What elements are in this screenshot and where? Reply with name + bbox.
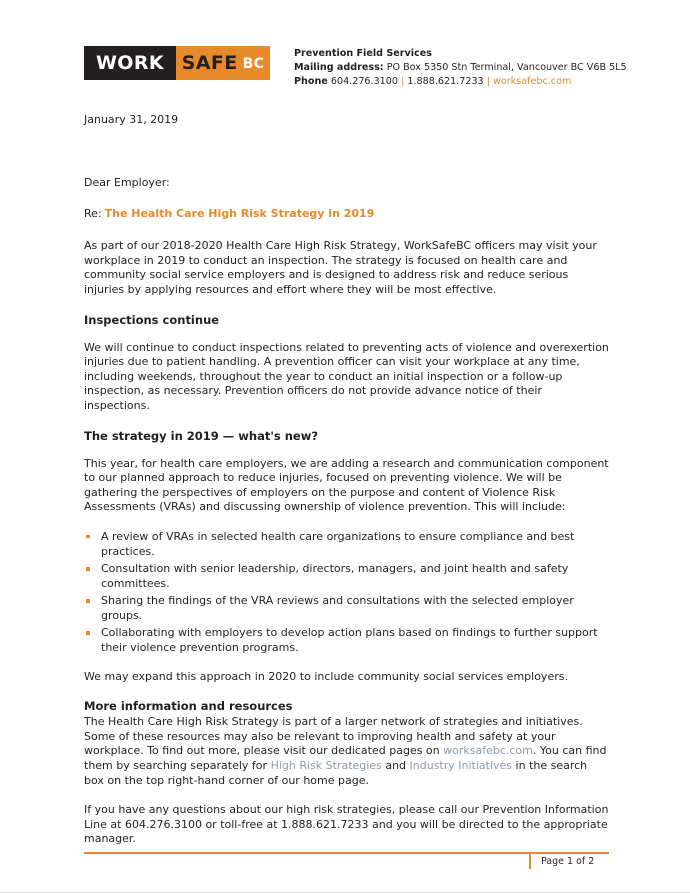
letter-body	[84, 176, 609, 862]
website-link[interactable]: worksafebc.com	[493, 75, 572, 87]
worksafebc-logo	[84, 46, 270, 80]
page-footer	[84, 852, 609, 876]
phone-separator-2: |	[486, 75, 490, 87]
mailing-address-line	[294, 61, 627, 75]
resources-link-high-risk-strategies[interactable]: High Risk Strategies	[270, 759, 382, 773]
resources-text-2: . You can find them by searching separately for	[84, 744, 607, 773]
department-name	[294, 47, 627, 61]
section-body-strategy-2019: This year, for health care employers, we are adding a research and communication component to our planned approach to reduce injuries, focused on preventing violence. We will be gathering the perspectives of employers on the purpose and content of Violence Risk Assessments (VRAs) and discussing ownership of violence prevention. This will include:	[84, 456, 609, 514]
list-item	[84, 594, 609, 623]
letter-date: January 31, 2019	[84, 113, 179, 126]
logo-word-bc: BC	[242, 56, 265, 72]
phone-separator-1: |	[401, 75, 405, 87]
list-item	[84, 562, 609, 591]
list-item-text: Collaborating with employers to develop action plans based on findings to further support their violence prevention programs.	[101, 626, 598, 655]
section-heading-strategy-2019: The strategy in 2019 — what's new?	[84, 428, 319, 443]
phone-primary: 604.276.3100	[330, 75, 398, 87]
list-item-text: Consultation with senior leadership, directors, managers, and joint health and safety committees.	[101, 562, 569, 590]
logo-word-safe: SAFE	[181, 52, 238, 74]
list-item-text: A review of VRAs in selected health care organizations to ensure compliance and best practices.	[101, 529, 575, 558]
strategy-bullet-list	[84, 530, 609, 656]
contact-block	[294, 46, 627, 88]
list-item-text: Sharing the findings of the VRA reviews and consultations with the selected employer groups.	[101, 594, 574, 622]
intro-paragraph: As part of our 2018-2020 Health Care High Risk Strategy, WorkSafeBC officers may visit your workplace in 2019 to conduct an inspection. The strategy is focused on health care and community social service employers and is designed to address risk and reduce serious injuries by applying resources and effort where they will be most effective.	[84, 239, 597, 296]
list-item	[84, 530, 609, 559]
closing-paragraph: If you have any questions about our high risk strategies, please call our Prevention Information Line at 604.276.3100 or toll-free at 1.888.621.7233 and you will be directed to the appropriate manager.	[84, 803, 609, 846]
letterhead	[84, 46, 627, 88]
bullet-square-icon	[86, 631, 90, 635]
logo-word-safebc	[176, 46, 270, 80]
footer-tick-mark	[529, 854, 531, 869]
salutation: Dear Employer:	[84, 176, 170, 189]
re-label: Re:	[84, 206, 102, 220]
resources-text-4: in the search box on the top right-hand corner of our home page.	[84, 759, 588, 787]
logo-word-work: WORK	[84, 46, 176, 80]
list-item	[84, 626, 609, 655]
bullet-square-icon	[86, 567, 90, 571]
resources-text-1: The Health Care High Risk Strategy is part of a larger network of strategies and initiatives. Some of these resources may also be relevant to improving health and safety at your workplace. To find out more, please visit our dedicated pages on	[84, 715, 583, 758]
phone-tollfree: 1.888.621.7233	[407, 75, 484, 87]
phone-line	[294, 75, 627, 89]
bullet-square-icon	[86, 599, 90, 603]
phone-label: Phone	[294, 75, 328, 87]
resources-link-worksafebc[interactable]: worksafebc.com	[443, 744, 533, 758]
mailing-address-value: PO Box 5350 Stn Terminal, Vancouver BC V6B 5L5	[386, 61, 627, 73]
expand-approach-paragraph: We may expand this approach in 2020 to include community social services employers.	[84, 669, 568, 683]
resources-link-industry-initiatives[interactable]: Industry Initiatives	[409, 759, 513, 773]
section-heading-inspections: Inspections continue	[84, 312, 220, 327]
section-heading-more-information: More information and resources	[84, 699, 293, 714]
mailing-address-label: Mailing address:	[294, 61, 384, 73]
resources-paragraph	[84, 715, 609, 788]
page-number: Page 1 of 2	[541, 856, 595, 867]
department-label: Prevention Field Services	[294, 48, 432, 59]
re-line	[84, 207, 609, 222]
re-subject: The Health Care High Risk Strategy in 2019	[104, 206, 375, 220]
section-body-inspections: We will continue to conduct inspections related to preventing acts of violence and overexertion injuries due to patient handling. A prevention officer can visit your workplace at any time, including weekends, throughout the year to conduct an initial inspection or a follow-up inspection, as necessary. Prevention officers do not provide advance notice of their inspections.	[84, 340, 609, 412]
bullet-square-icon	[86, 535, 90, 539]
resources-text-3: and	[381, 759, 410, 773]
